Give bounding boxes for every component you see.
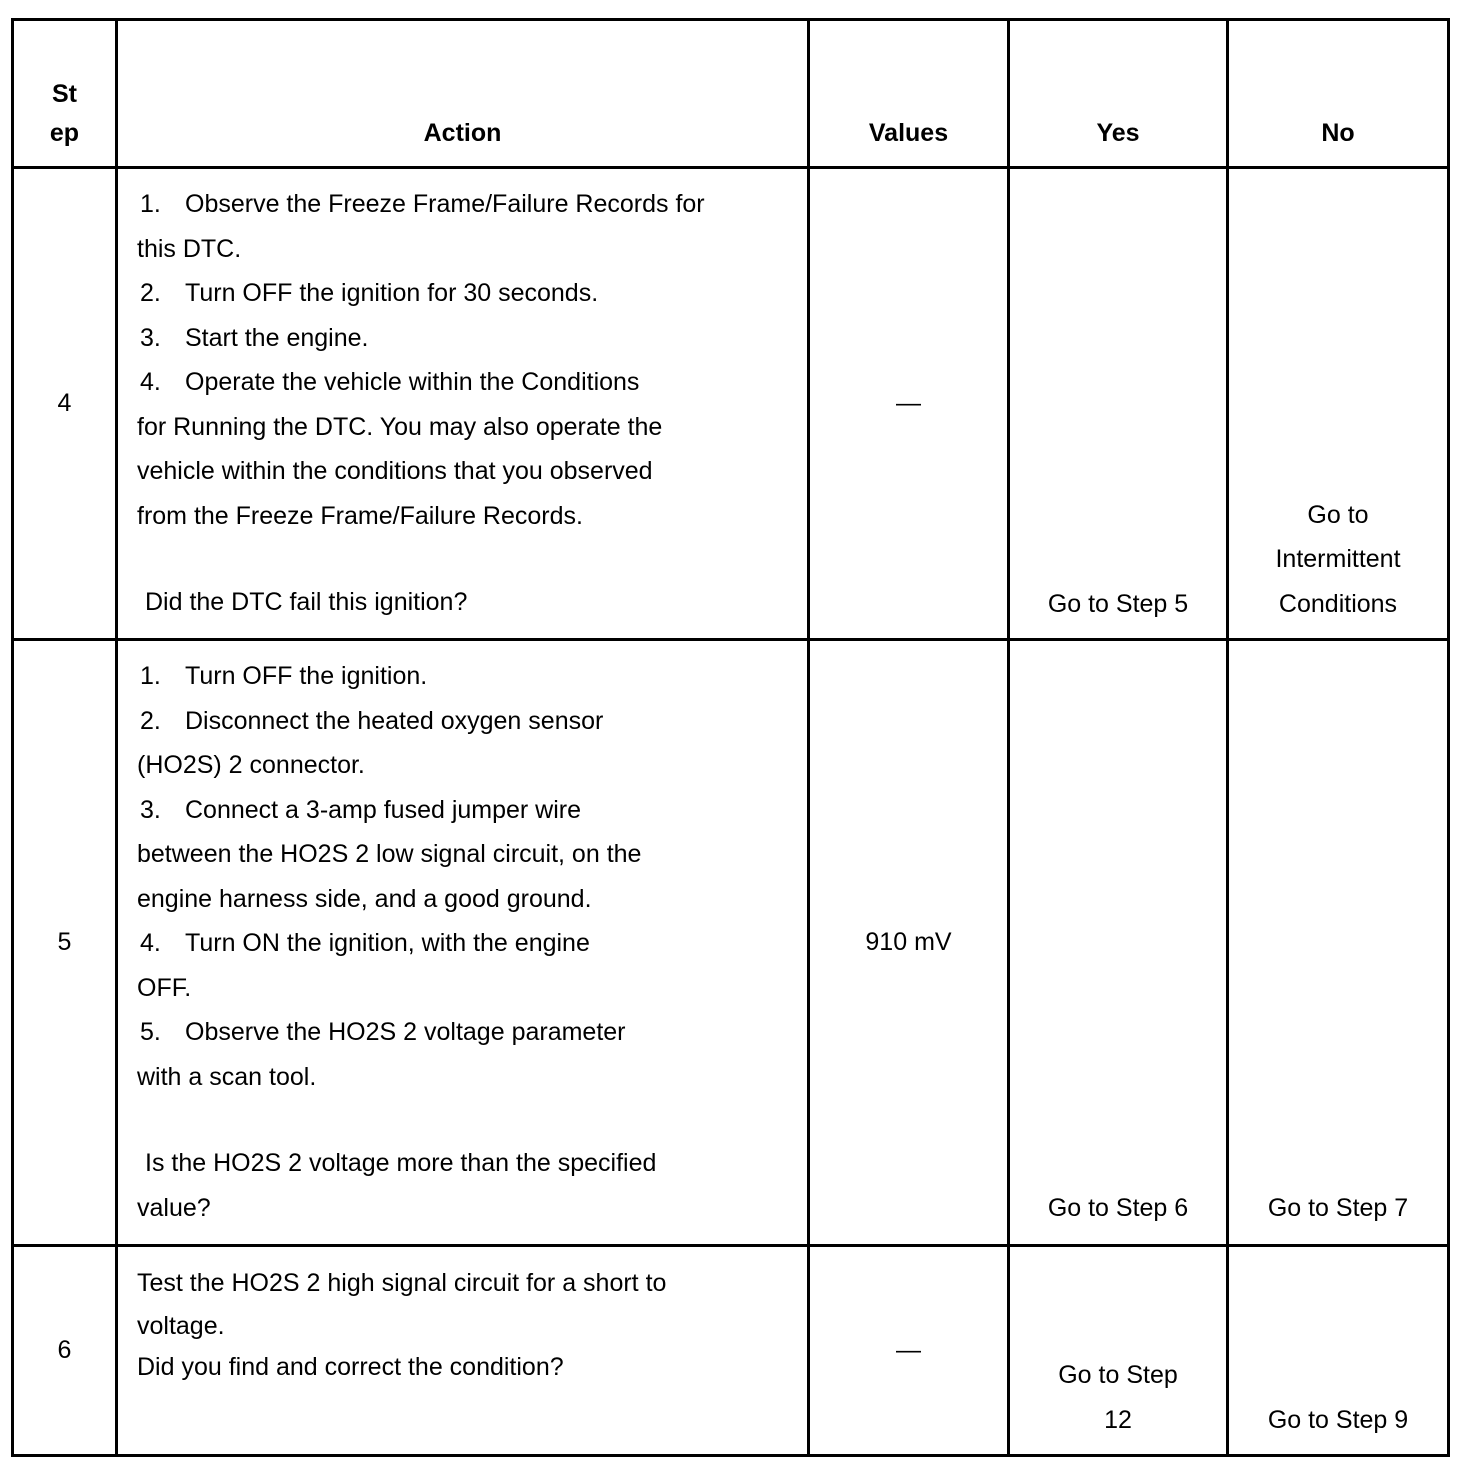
action-line: OFF. [137,973,192,1002]
action-line: 2. Turn OFF the ignition for 30 seconds. [140,279,599,307]
header-action: Action [117,20,809,168]
action-line: voltage. [137,1311,225,1340]
action-line: this DTC. [137,234,242,263]
value-dash: — [896,1336,921,1365]
action-line: 4. Turn ON the ignition, with the engine [140,929,590,957]
action-line: 5. Observe the HO2S 2 voltage parameter [140,1018,626,1046]
action-line: engine harness side, and a good ground. [137,884,592,913]
question-text: value? [137,1193,211,1222]
values-cell: 910 mV [809,640,1009,1246]
values-cell [809,1246,1009,1456]
action-line: 3. Start the engine. [140,323,369,352]
table-row [13,168,1449,640]
action-line: 1. Turn OFF the ignition. [140,662,428,690]
action-line: between the HO2S 2 low signal circuit, on the [137,840,642,868]
action-line: 4. Operate the vehicle within the Conditions [140,368,640,396]
table-row [13,1246,1449,1456]
action-line: Test the HO2S 2 high signal circuit for a short to [137,1269,667,1297]
header-step: St ep [13,20,117,168]
action-cell [117,1246,809,1456]
question-text: Did the DTC fail this ignition? [145,588,468,616]
values-cell [809,168,1009,640]
action-cell [117,168,809,640]
action-line: 3. Connect a 3-amp fused jumper wire [140,795,582,824]
header-values: Values [809,20,1009,168]
yes-cell: Go to Step 5 [1009,168,1228,640]
yes-cell: Go to Step 12 [1009,1246,1228,1456]
action-cell [117,640,809,1246]
header-no: No [1228,20,1449,168]
no-cell: Go to Step 7 [1228,640,1449,1246]
no-cell: Go to Intermittent Conditions [1228,168,1449,640]
step-number: 5 [13,640,117,1246]
question-text: Is the HO2S 2 voltage more than the specified [145,1149,657,1177]
table-row [13,640,1449,1246]
step-number: 4 [13,168,117,640]
action-line: for Running the DTC. You may also operate the [137,412,663,441]
step-number: 6 [13,1246,117,1456]
header-row [13,20,1449,168]
question-text: Did you find and correct the condition? [137,1352,564,1381]
no-cell: Go to Step 9 [1228,1246,1449,1456]
action-line: 2. Disconnect the heated oxygen sensor [140,706,604,735]
action-line: with a scan tool. [137,1062,317,1091]
action-line: (HO2S) 2 connector. [137,751,365,779]
yes-cell: Go to Step 6 [1009,640,1228,1246]
value-dash: — [896,389,921,418]
header-yes: Yes [1009,20,1228,168]
diagnostic-table [11,18,1450,1457]
action-line: 1. Observe the Freeze Frame/Failure Records for [140,190,705,218]
action-line: from the Freeze Frame/Failure Records. [137,501,583,530]
action-line: vehicle within the conditions that you observed [137,457,653,485]
